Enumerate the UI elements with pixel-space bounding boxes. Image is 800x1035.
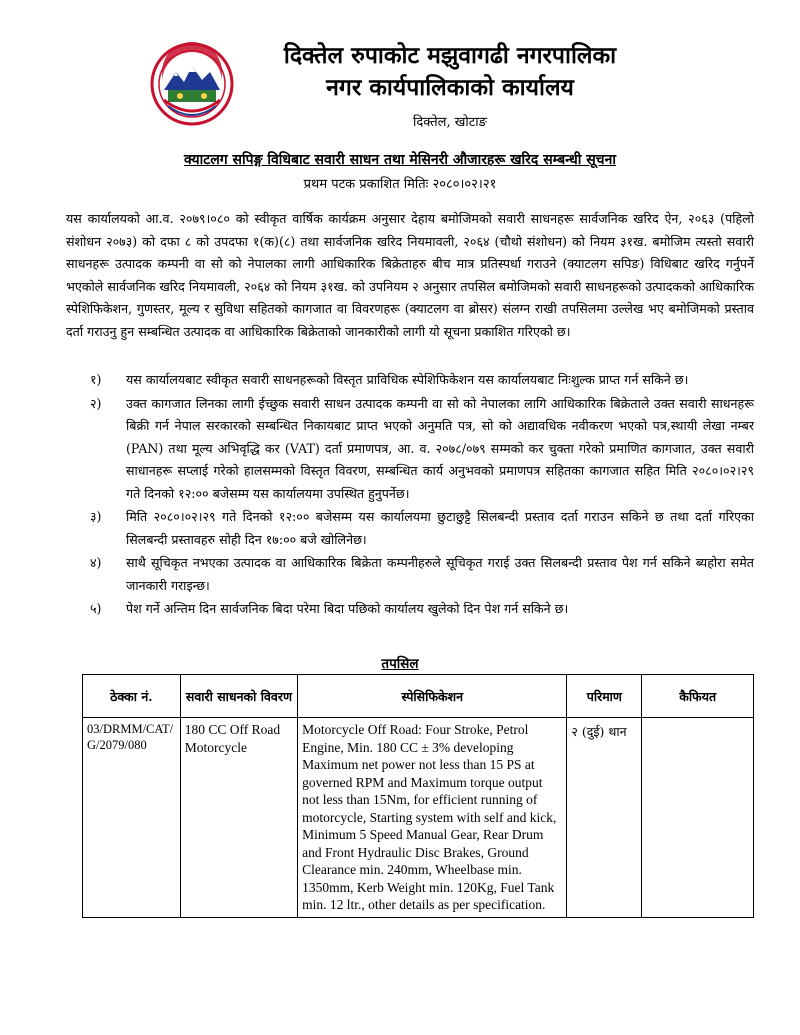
table-row bbox=[83, 718, 754, 918]
point-number: २) bbox=[90, 395, 102, 411]
notice-subject: क्याटलग सपिङ्ग विधिबाट सवारी साधन तथा मेसिनरी औजारहरू खरिद सम्बन्धी सूचना bbox=[184, 152, 616, 168]
cell-contract-no: 03/DRMM/CAT/G/2079/080 bbox=[83, 718, 181, 918]
office-location: दिक्तेल, खोटाङ bbox=[413, 115, 487, 130]
municipality-emblem-icon bbox=[150, 42, 234, 126]
header-vehicle: सवारी साधनको विवरण bbox=[180, 675, 297, 718]
publication-date: प्रथम पटक प्रकाशित मितिः २०८०।०२।२१ bbox=[303, 177, 497, 192]
list-item bbox=[66, 506, 754, 551]
intro-paragraph: यस कार्यालयको आ.व. २०७९।०८० को स्वीकृत वार्षिक कार्यक्रम अनुसार देहाय बमोजिमको सवारी साधनहरू सार्वजनिक खरिद ऐन, २०६३ (पहिलो संशोधन २०७३) को दफा ८ को उपदफा १(क)(८) तथा सार्वजनिक खरिद नियमावली, २०६४ (चौथो संशोधन) को नियम ३१ख. बमोजिम त्यस्तो सवारी साधनहरू उत्पादक कम्पनी वा सो को नेपालका लागी आधिकारिक बिक्रेताहरु बीच मात्र प्रतिस्पर्धा गराउने (क्याटलग सपिङ) विधिबाट खरिद गर्नुपर्ने भएकोले सार्वजनिक खरिद नियमावली, २०६४ को नियम ३१ख. को उपनियम २ अनुसार तपसिल बमोजिमको सवारी साधनहरूको उत्पादकको आधिकारिक स्पेशिफिकेशन, गुणस्तर, मूल्य र सुविधा सहितको कागजात वा विवरणहरू (क्याटलग वा ब्रोसर) संलग्न राखी तपसिलमा उल्लेख भए बमोजिमको प्रस्ताव दर्ता गराउनु हुन सम्बन्धित उत्पादक वा आधिकारिक बिक्रेताको जानकारीको लागी यो सूचना प्रकाशित गरिएको छ। bbox=[66, 211, 754, 339]
office-title bbox=[260, 40, 640, 104]
cell-quantity: २ (दुई) थान bbox=[567, 718, 642, 918]
list-item bbox=[66, 393, 754, 506]
cell-vehicle: 180 CC Off Road Motorcycle bbox=[180, 718, 297, 918]
municipality-name: दिक्तेल रुपाकोट मझुवागढी नगरपालिका bbox=[283, 42, 617, 69]
header-remarks: कैफियत bbox=[642, 675, 754, 718]
header-contract-no: ठेक्का नं. bbox=[83, 675, 181, 718]
point-text: उक्त कागजात लिनका लागी ईच्छुक सवारी साधन उत्पादक कम्पनी वा सो को नेपालका लागि आधिकारिक बिक्रेताले उक्त सवारी साधनहरू बिक्री गर्न नेपाल सरकारको सम्बन्धित निकायबाट प्राप्त भएको अनुमति पत्र, सो को अद्यावधिक नवीकरण भएको पत्र,स्थायी लेखा नम्बर (PAN) तथा मूल्य अभिवृद्धि कर (VAT) दर्ता प्रमाणपत्र, आ. व. २०७८/०७९ सम्मको कर चुक्ता गरेको प्रमाणित कागजात, उक्त सवारी साधानहरू सप्लाई गरेको हालसम्मको विस्तृत विवरण, सम्बन्धित कार्य अनुभवको प्रमाणपत्र सहितका कागजात सहित मिति २०८०।०२।२९ गते दिनको १२:०० बजेसम्म यस कार्यालयमा उपस्थित हुनुपर्नेछ। bbox=[126, 395, 754, 501]
schedule-heading: तपसिल bbox=[381, 656, 419, 672]
point-text: यस कार्यालयबाट स्वीकृत सवारी साधनहरूको विस्तृत प्राविधिक स्पेशिफिकेशन यस कार्यालयबाट निःशुल्क प्राप्त गर्न सकिने छ। bbox=[126, 372, 689, 387]
notice-points bbox=[66, 369, 754, 622]
procurement-table bbox=[82, 674, 754, 918]
list-item bbox=[66, 598, 754, 621]
header-quantity: परिमाण bbox=[567, 675, 642, 718]
point-number: १) bbox=[90, 372, 102, 387]
header-specification: स्पेसिफिकेशन bbox=[298, 675, 567, 718]
table-header-row bbox=[83, 675, 754, 718]
point-text: मिति २०८०।०२।२९ गते दिनको १२:०० बजेसम्म यस कार्यालयमा छुटाछुट्टै सिलबन्दी प्रस्ताव दर्ता गराउन सकिने छ तथा दर्ता गरिएका सिलबन्दी प्रस्तावहरु सोही दिन १७:०० बजे खोलिनेछ। bbox=[126, 509, 754, 547]
point-text: साथै सूचिकृत नभएका उत्पादक वा आधिकारिक बिक्रेता कम्पनीहरुले सूचिकृत गराई उक्त सिलबन्दी प्रस्ताव पेश गर्न सकिने ब्यहोरा समेत जानकारी गराइन्छ। bbox=[126, 555, 754, 593]
list-item bbox=[66, 552, 754, 597]
cell-specification: Motorcycle Off Road: Four Stroke, Petrol Engine, Min. 180 CC ± 3% developing Maximum net power not less than 15 PS at governed RPM and Maximum torque output not less than 15Nm, for efficient running of motorcycle, Starting system with self and kick, Minimum 5 Speed Manual Gear, Rear Drum and Front Hydraulic Disc Brakes, Ground Clearance min. 240mm, Wheelbase min. 1350mm, Kerb Weight min. 120Kg, Fuel Tank min. 12 ltr., other details as per specification. bbox=[298, 718, 567, 918]
cell-remarks bbox=[642, 718, 754, 918]
point-text: पेश गर्ने अन्तिम दिन सार्वजनिक बिदा परेमा बिदा पछिको कार्यालय खुलेको दिन पेश गर्न सकिने छ। bbox=[126, 601, 569, 616]
list-item bbox=[66, 369, 754, 392]
point-number: ३) bbox=[90, 509, 102, 524]
office-name: नगर कार्यपालिकाको कार्यालय bbox=[326, 74, 574, 101]
point-number: ५) bbox=[90, 601, 102, 616]
point-number: ४) bbox=[90, 555, 102, 570]
